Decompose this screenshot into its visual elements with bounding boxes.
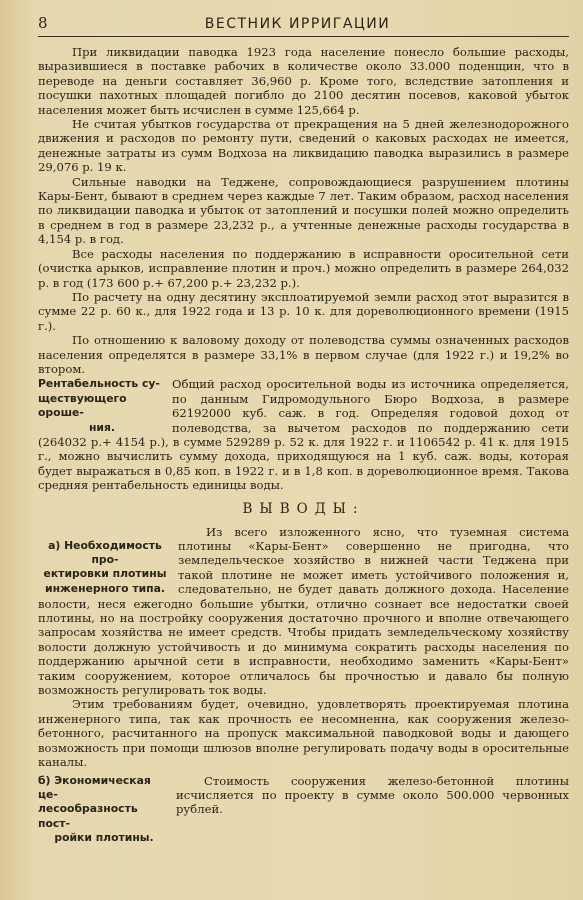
section-title: ВЫВОДЫ: [242,500,365,517]
journal-title: ВЕСТНИК ИРРИГАЦИИ [204,16,391,32]
conclusion-b-block [38,774,569,846]
paragraph-maintenance-costs: Все расходы населения по поддержанию в исправности оросительной сети (очистка арыков, исправление плотин и проч.) можно определить в размере 264,032 р. в год (173 600 р.+ 67,200 р.+ 23,232 р.). [38,246,569,290]
side-heading-necessity: а) Необходимость про- ектировки плотины инженерного типа. [43,538,167,595]
paragraph-state-costs: Не считая убытков государства от прекращения на 5 дней железнодорожного движения и расходов по ремонту пути, сведений о каковых расходах не имеется, денежные затраты из сумм Водхоза на ликвидацию паводка выразились в размере 29,076 р. 19 к. [38,117,569,175]
paragraph-conclusion-a: Из всего изложенного ясно, что туземная система плотины «Кары-Бент» совершенно не пригодна, что земледельческое хозяйство в нижней части Теджена при такой плотине не может иметь устойчивого положения и, следовательно, не будет давать должного дохода. Население волости, неся ежегодно большие убытки, отлично сознает все недостатки своей плотины, но на постройку сооружения достаточно прочного и вполне отвечающего запросам хозяйства не имеет средств. Чтобы придать земледельческому хозяйству волости должную устойчивость и до минимума сократить расходы населения по поддержанию арычной сети в исправности, необходимо заменить «Кары-Бент» таким сооружением, которое отличалось бы прочностью и давало бы полную возможность регулировать ток воды. [38,524,569,698]
page-header [38,14,569,37]
side-heading-rentability: Рентабельность су- ществующего ороше- ния. [38,377,160,434]
side-heading-economic: б) Экономическая це- лесообразность пост- ройки плотины. [38,773,154,845]
paragraph-flood-frequency: Сильные наводки на Теджене, сопровождающиеся разрушением плотины Кары-Бент, бывают в среднем через каждые 7 лет. Таким образом, расход населения по ликвидации паводка и убыток от затоплений и посушки полей можно определить в среднем в год в размере 23,232 р., а учтенные денежные расходы государства в 4,154 р. в год. [38,174,569,247]
paragraph-rentability: Общий расход оросительной воды из источника определяется, по данным Гидромодульного Бюро Водхоза, в размере 62192000 куб. саж. в год. Определяя годовой доход от полеводства, за вычетом расходов по поддержанию сети (264032 р.+ 4154 р.), в сумме 529289 р. 52 к. для 1922 г. и 1106542 р. 41 к. для 1915 г., можно вычислить сумму дохода, приходящуюся на 1 куб. саж. воды, которая будет выражаться в 0,85 коп. в 1922 г. и в 1,8 коп. в дореволюционное время. Такова средняя рентабельность единицы воды. [38,377,569,493]
paragraph-gross-income: По отношению к валовому доходу от полеводства суммы означенных расходов населения определятся в размере 33,1% в первом случае (для 1922 г.) и 19,2% во втором. [38,333,569,376]
page-number: 8 [38,14,48,32]
rentability-block [38,377,569,492]
paragraph-flood-costs: При ликвидации паводка 1923 года население понесло большие расходы, выразившиеся в поставке рабочих в количестве около 33.000 поденщин, что в переводе на деньги составляет 36,960 р. Кроме того, вследствие затопления и посушки пахотных площадей погибло до 2100 десятин посевов, каковой убыток населения может быть исчислен в сумме 125,664 р. [38,45,569,117]
paragraph-conclusion-a-2: Этим требованиям будет, очевидно, удовлетворять проектируемая плотина инженерного типа, так как прочность ее несомненна, как сооружения железо-бетонного, расчитанного на пропуск максимальной паводковой воды и дающего возможность при помощи шлюзов вполне регулировать подачу воды в оросительные каналы. [38,697,569,770]
conclusion-a-block [38,525,569,698]
paragraph-conclusion-b: Стоимость сооружения железо-бетонной плотины исчисляется по проекту в сумме около 500.000 червонных рублей. [176,773,569,817]
paragraph-per-desyatina: По расчету на одну десятину эксплоатируемой земли расход этот выразится в сумме 22 р. 60 к., для 1922 года и 13 р. 10 к. для дореволюционного времени (1915 г.). [38,289,569,333]
